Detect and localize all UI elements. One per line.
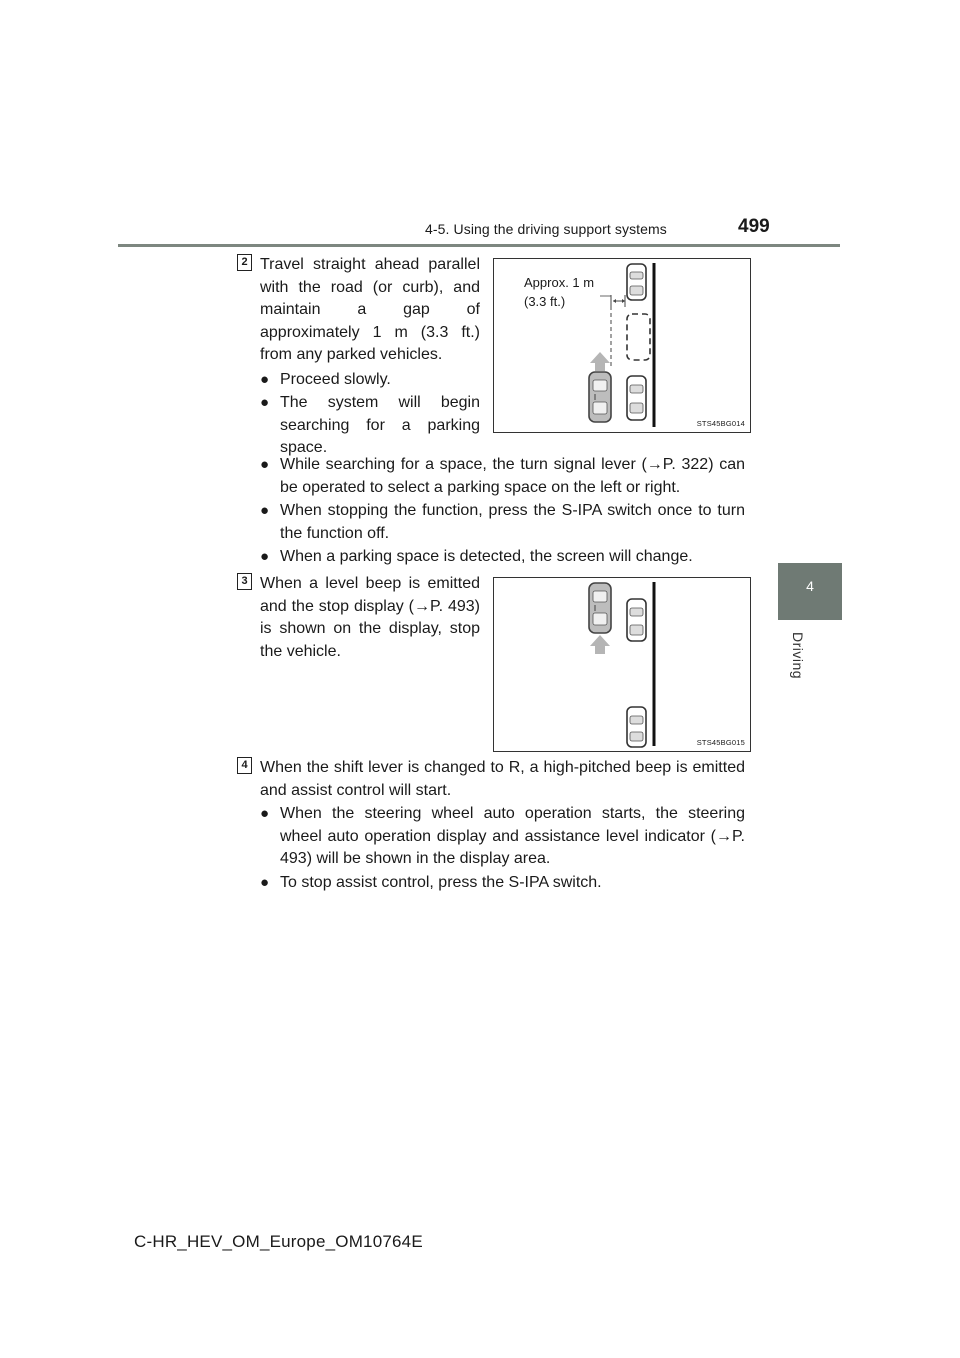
- step-3-intro: When a level beep is emitted and the stop display (→P. 493) is shown on the display, stop the vehicle.: [260, 575, 480, 660]
- step-badge-4: 4: [237, 757, 252, 774]
- step-4-intro: When the shift lever is changed to R, a high-pitched beep is emitted and assist control will start.: [260, 759, 745, 799]
- parked-car-rear: [627, 376, 646, 420]
- step-4-bullet: ● To stop assist control, press the S-IPA switch.: [260, 872, 745, 895]
- document-code: C-HR_HEV_OM_Europe_OM10764E: [134, 1232, 423, 1251]
- chapter-tab: [778, 563, 842, 620]
- chapter-number: 4: [806, 578, 814, 594]
- step-2-intro: Travel straight ahead parallel with the road (or curb), and maintain a gap of approximately 1 m (3.3 ft.) from any parked vehicles.: [260, 256, 480, 363]
- gap-label-metric: Approx. 1 m: [524, 275, 595, 290]
- step-2-bullet: ● When stopping the function, press the S-IPA switch once to turn the function off.: [260, 500, 745, 545]
- chapter-label: Driving: [790, 632, 806, 680]
- step-4-text: [260, 757, 745, 894]
- arrow-up-icon: [590, 635, 610, 654]
- header-divider: [118, 244, 840, 247]
- section-title: 4-5. Using the driving support systems: [425, 221, 667, 237]
- parked-car-rear: [627, 707, 646, 747]
- step-2-notes: [260, 454, 745, 569]
- step-badge-2: 2: [237, 254, 252, 271]
- parked-car-front: [627, 264, 646, 300]
- step-2-bullet: ● Proceed slowly.: [260, 369, 480, 392]
- figure-parallel-travel: [493, 258, 751, 433]
- own-vehicle: [589, 372, 611, 422]
- step-badge-3: 3: [237, 573, 252, 590]
- step-2-bullet: ● When a parking space is detected, the screen will change.: [260, 546, 745, 569]
- step-4-bullet: ● When the steering wheel auto operation starts, the steering wheel auto operation display and assistance level indicator (→P. 493) will be shown in the display area.: [260, 803, 745, 871]
- step-2-bullet: ● The system will begin searching for a parking space.: [260, 392, 480, 460]
- own-vehicle: [589, 583, 611, 633]
- parked-car-front: [627, 599, 646, 641]
- arrow-up-icon: [590, 352, 610, 371]
- page-number: 499: [738, 216, 770, 237]
- parking-diagram-1: [494, 259, 752, 434]
- step-2-bullet: ● While searching for a space, the turn signal lever (→P. 322) can be operated to select a parking space on the left or right.: [260, 454, 745, 499]
- figure-code: STS45BG014: [696, 419, 745, 428]
- figure-code: STS45BG015: [696, 738, 745, 747]
- step-2-text: [260, 254, 480, 460]
- gap-label-imperial: (3.3 ft.): [524, 294, 566, 309]
- figure-stop-vehicle: [493, 577, 751, 752]
- parking-diagram-2: [494, 578, 752, 753]
- target-parking-space: [627, 314, 650, 360]
